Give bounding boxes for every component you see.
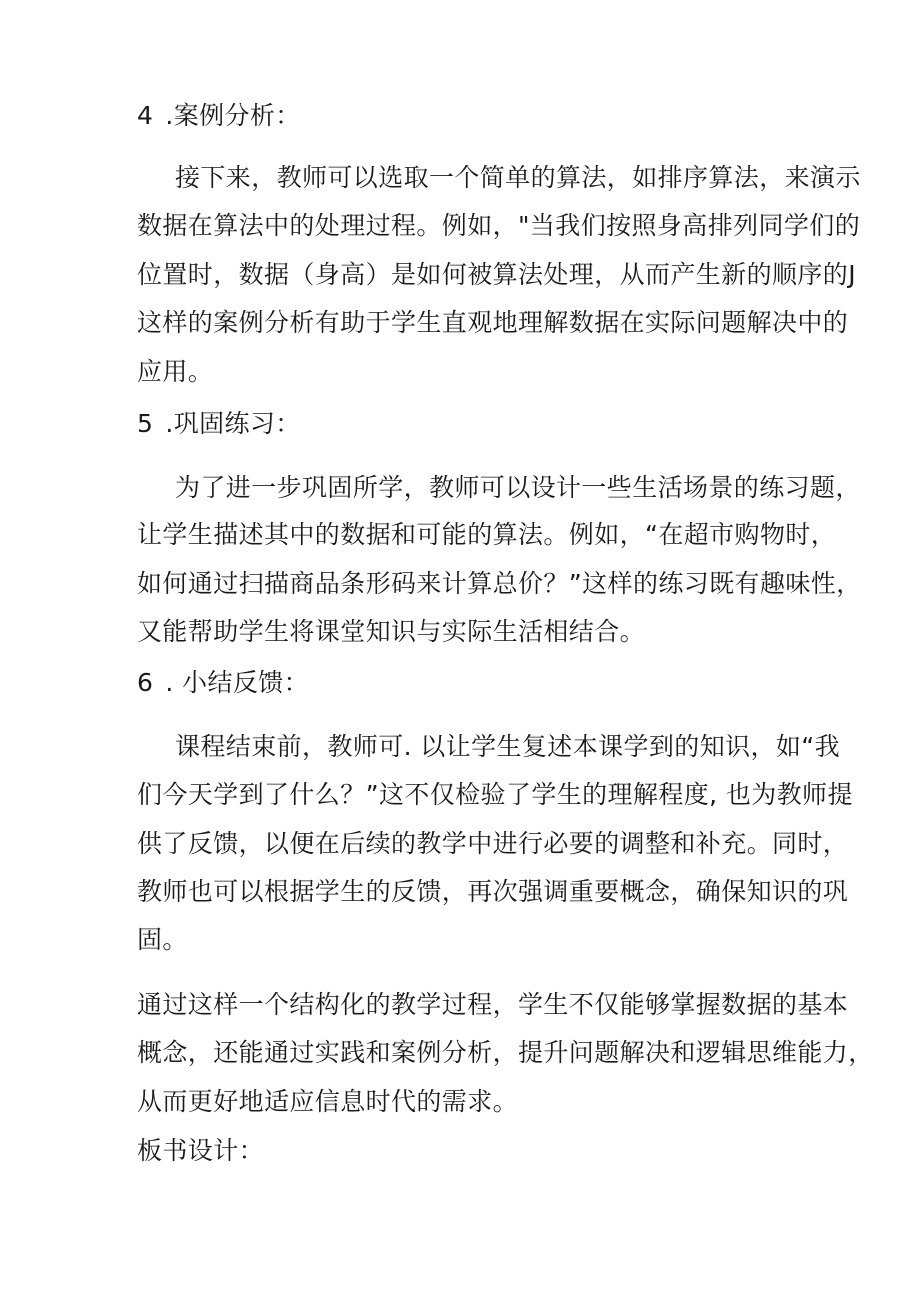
paragraph-line: 又能帮助学生将课堂知识与实际生活相结合。 [137, 617, 646, 646]
board-design-heading: 板书设计： [137, 1136, 265, 1165]
section-heading [137, 409, 301, 439]
section-title: . 小结反馈： [157, 668, 310, 697]
paragraph-line: 这样的案例分析有助于学生直观地理解数据在实际问题解决中的 [137, 308, 849, 337]
summary-line: 概念，还能通过实践和案例分析，提升问题解决和逻辑思维能力， [137, 1038, 874, 1067]
section-heading [137, 101, 301, 131]
section-number: 6 [137, 668, 154, 697]
paragraph-line: 课程结束前，教师可. 以让学生复述本课学到的知识，如“我 [175, 732, 841, 761]
paragraph-line: 接下来，教师可以选取一个简单的算法，如排序算法，来演示 [175, 163, 861, 192]
paragraph-line: 数据在算法中的处理过程。例如，"当我们按照身高排列同学们的 [137, 211, 861, 240]
summary-line: 通过这样一个结构化的教学过程，学生不仅能够掌握数据的基本 [137, 990, 849, 1019]
section-number: 5 [137, 409, 154, 438]
section-number: 4 [137, 101, 154, 130]
paragraph-line: 让学生描述其中的数据和可能的算法。例如，“在超市购物时， [137, 520, 837, 549]
paragraph-line: 教师也可以根据学生的反馈，再次强调重要概念，确保知识的巩 [137, 877, 849, 906]
paragraph-line: 们今天学到了什么？”这不仅检验了学生的理解程度, 也为教师提 [137, 780, 853, 809]
section-title: .案例分析： [157, 101, 301, 130]
section-title: .巩固练习： [157, 409, 301, 438]
paragraph-line: 应用。 [137, 357, 214, 386]
paragraph-line: 供了反馈，以便在后续的教学中进行必要的调整和补充。同时， [137, 829, 849, 858]
paragraph-line: 固。 [137, 925, 188, 954]
paragraph-line: 位置时，数据（身高）是如何被算法处理，从而产生新的顺序的J [137, 260, 856, 289]
section-heading [137, 668, 309, 698]
summary-line: 从而更好地适应信息时代的需求。 [137, 1087, 519, 1116]
paragraph-line: 为了进一步巩固所学，教师可以设计一些生活场景的练习题， [175, 473, 861, 502]
paragraph-line: 如何通过扫描商品条形码来计算总价？”这样的练习既有趣味性， [137, 569, 862, 598]
